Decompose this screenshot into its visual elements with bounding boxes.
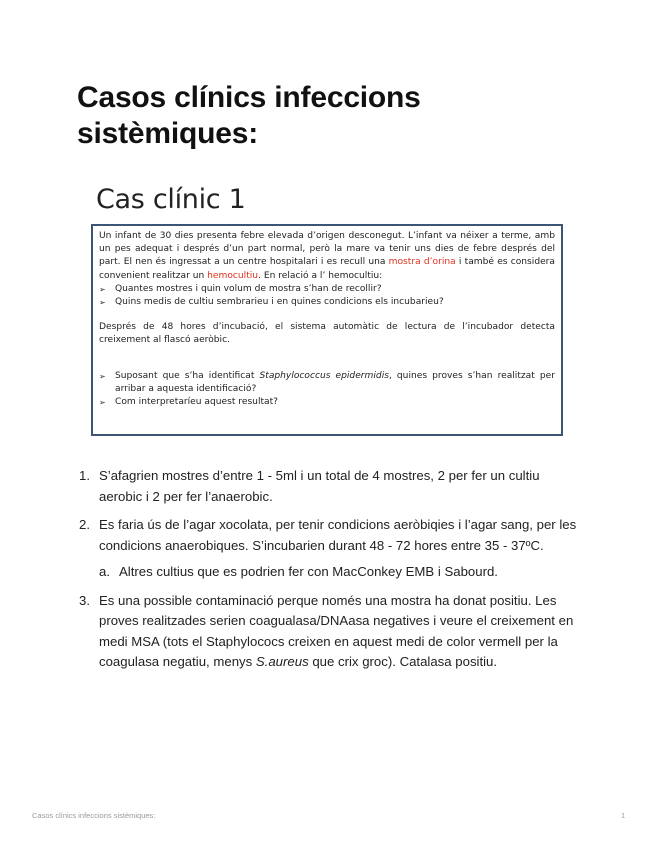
arrow-bullet-icon: ➢ xyxy=(99,371,106,381)
sub-answer-text: Altres cultius que es podrien fer con MacConkey EMB i Sabourd. xyxy=(119,564,498,579)
question-text-b: , quines proves s’han realitzat per arribar a aquesta identificació? xyxy=(115,370,555,394)
question-text: Quins medis de cultiu sembrarieu i en quines condicions els incubarieu? xyxy=(115,297,444,308)
question-text: Com interpretaríeu aquest resultat? xyxy=(115,397,278,408)
answer-text-a: Es una possible contaminació perque només una mostra ha donat positiu. Les proves realitzades serien coagualasa/DNAasa negatives i veure el creixement en medi MSA (tots el Staphylococs creixen en aquest medi de color vermell per la coagulasa negatiu, menys xyxy=(99,592,574,669)
arrow-bullet-icon: ➢ xyxy=(99,298,106,308)
case-heading: Cas clínic 1 xyxy=(96,184,246,215)
footer-title: Casos clínics infeccions sistèmiques: xyxy=(32,811,156,820)
question-item xyxy=(99,396,555,409)
sub-answer-item xyxy=(99,562,577,583)
question-text: Quantes mostres i quin volum de mostra s’han de recollir? xyxy=(115,283,382,294)
case-followup-paragraph: Després de 48 hores d’incubació, el sistema automàtic de lectura de l’incubador detecta creixement al flascó aeròbic. xyxy=(99,322,555,346)
answer-number: 1. xyxy=(79,468,90,483)
document-title: Casos clínics infeccions sistèmiques: xyxy=(77,81,421,150)
answer-number: 3. xyxy=(79,592,90,608)
case-intro-text-b: i també es considera convenient realitzar un xyxy=(99,257,555,281)
arrow-bullet-icon: ➢ xyxy=(99,398,106,408)
case-intro-text-c: . En relació a l’ hemocultiu: xyxy=(258,270,383,281)
question-item xyxy=(99,283,555,296)
case-intro-text-a: Un infant de 30 dies presenta febre elevada d’origen desconegut. L’infant va néixer a terme, amb un pes adequat i després d’un part normal, però la mare va tenir uns dies de febre després del part. El nen és ingressat a un centre hospitalari i es recull una xyxy=(99,231,555,268)
species-name: S.aureus xyxy=(255,654,309,669)
arrow-bullet-icon: ➢ xyxy=(99,284,106,294)
blood-culture-highlight: hemocultiu xyxy=(207,270,259,281)
case-intro-paragraph xyxy=(99,230,555,283)
answer-text: S’afagrien mostres d’entre 1 - 5ml i un total de 4 mostres, 2 per fer un cultiu aerobic i 2 per fer l’anaerobic. xyxy=(99,468,540,504)
question-text xyxy=(115,370,555,396)
species-name: Staphylococcus epidermidis xyxy=(259,370,389,381)
answer-item xyxy=(79,515,577,556)
case-description-box xyxy=(91,224,563,436)
page-number: 1 xyxy=(621,811,626,820)
sub-answer-letter: a. xyxy=(99,564,110,579)
answer-number: 2. xyxy=(79,517,90,532)
question-text-a: Suposant que s’ha identificat xyxy=(115,370,260,381)
answer-item xyxy=(79,466,577,507)
question-item xyxy=(99,370,555,396)
answers-list xyxy=(79,466,577,681)
answer-text-b: que crix groc). Catalasa positiu. xyxy=(308,654,498,669)
urine-sample-highlight: mostra d’orina xyxy=(388,257,456,268)
question-item xyxy=(99,296,555,309)
answer-text xyxy=(99,591,577,673)
answer-item xyxy=(79,591,577,673)
answer-text: Es faria ús de l’agar xocolata, per tenir condicions aeròbiqies i l’agar sang, per les condicions anaerobiques. S’incubarien durant 48 - 72 hores entre 35 - 37ºC. xyxy=(99,517,577,553)
